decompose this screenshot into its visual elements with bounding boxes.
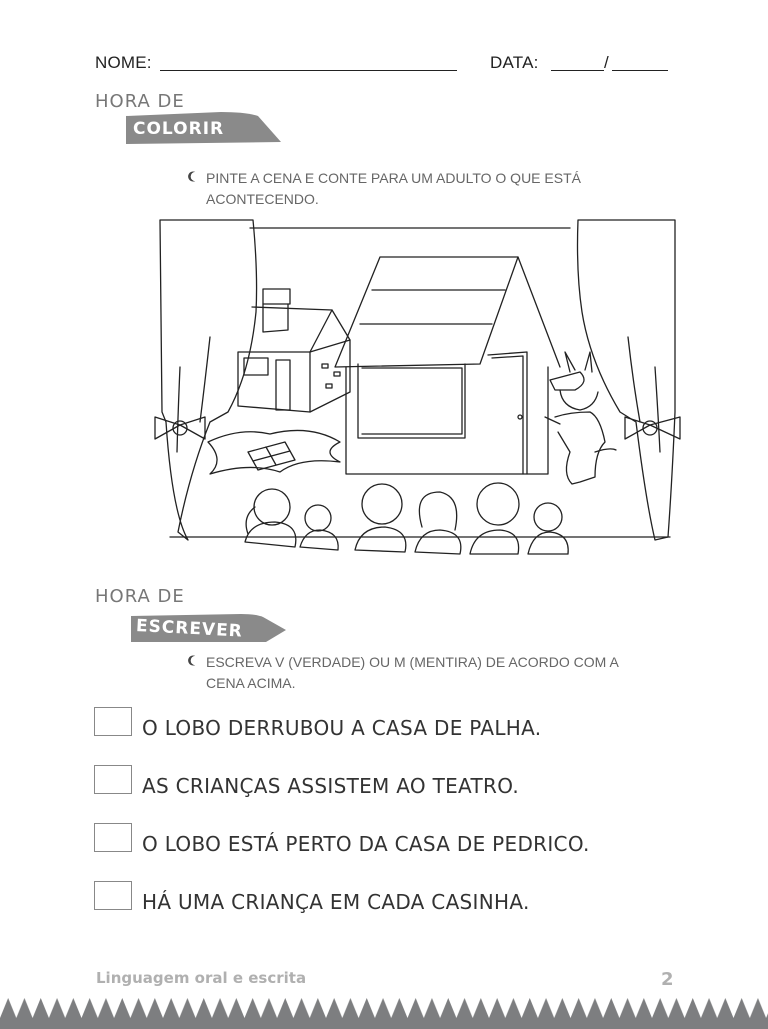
answer-box-1[interactable] — [94, 707, 132, 736]
wooden-house-icon — [335, 257, 560, 474]
date-separator: / — [604, 53, 609, 72]
section-prefix-colorir: HORA DE — [95, 91, 185, 112]
footer-subject: Linguagem oral e escrita — [96, 969, 307, 987]
left-curtain-icon — [155, 220, 257, 540]
page-number: 2 — [661, 969, 674, 990]
instruction-escrever-line1: ESCREVA V (VERDADE) OU M (MENTIRA) DE ACORDO COM A — [206, 654, 619, 670]
moon-bullet-icon — [187, 171, 198, 182]
date-month-input-line[interactable] — [612, 52, 668, 71]
answer-box-3[interactable] — [94, 823, 132, 852]
banner-label-escrever: ESCREVER — [135, 616, 244, 642]
right-curtain-icon — [578, 220, 681, 540]
wolf-icon — [545, 352, 616, 484]
children-audience-icon — [245, 483, 568, 554]
answer-box-4[interactable] — [94, 881, 132, 910]
banner-label-colorir: COLORIR — [133, 119, 225, 139]
instruction-colorir-line1: PINTE A CENA E CONTE PARA UM ADULTO O QUE ESTÁ — [206, 170, 581, 186]
instruction-escrever-line2: CENA ACIMA. — [206, 675, 296, 691]
moon-bullet-icon — [187, 655, 198, 666]
zigzag-border — [0, 998, 768, 1029]
theater-scene-illustration[interactable] — [150, 212, 690, 572]
statement-2: AS CRIANÇAS ASSISTEM AO TEATRO. — [142, 774, 520, 798]
statement-1: O LOBO DERRUBOU A CASA DE PALHA. — [142, 716, 542, 740]
instruction-colorir-line2: ACONTECENDO. — [206, 191, 319, 207]
name-label: NOME: — [95, 53, 152, 72]
name-input-line[interactable] — [160, 52, 457, 71]
date-label: DATA: — [490, 53, 539, 72]
statement-3: O LOBO ESTÁ PERTO DA CASA DE PEDRICO. — [142, 832, 590, 856]
statement-4: HÁ UMA CRIANÇA EM CADA CASINHA. — [142, 890, 530, 914]
brick-house-icon — [238, 289, 350, 412]
straw-pile-icon — [208, 430, 340, 474]
section-prefix-escrever: HORA DE — [95, 586, 185, 607]
date-day-input-line[interactable] — [551, 52, 604, 71]
answer-box-2[interactable] — [94, 765, 132, 794]
